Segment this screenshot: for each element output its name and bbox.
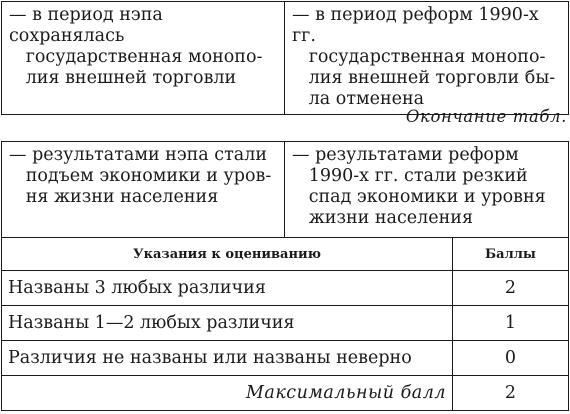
- grading-points: 1: [453, 306, 569, 341]
- table-row: [2, 2, 569, 115]
- table-row: [2, 271, 569, 306]
- table-row: [2, 142, 569, 238]
- grading-criterion: Различия не названы или названы неверно: [2, 341, 453, 376]
- right-cell-1990s-results: — результатами реформ 1990-х гг. стали резкий спад экономики и уровня жизни населения: [285, 142, 569, 238]
- max-score-row: [2, 376, 569, 411]
- table-row: [2, 341, 569, 376]
- grading-points: 0: [453, 341, 569, 376]
- grading-header-row: [2, 238, 569, 271]
- left-cell-nep-results: — результатами нэпа стали подъем экономики и уров- ня жизни населения: [2, 142, 285, 238]
- left-cell-nep-monopoly: — в период нэпа сохранялась государственная монопо- лия внешней торговли: [2, 2, 285, 115]
- grading-instructions-header: Указания к оцениванию: [2, 238, 453, 271]
- right-cell-1990s-monopoly: — в период реформ 1990-х гг. государственная монопо- лия внешней торговли бы- ла отменена: [285, 2, 569, 115]
- max-score-label: Максимальный балл: [2, 376, 453, 411]
- table-row: [2, 306, 569, 341]
- table-continuation-caption: Окончание табл.: [405, 107, 567, 126]
- grading-points-header: Баллы: [453, 238, 569, 271]
- grading-criterion: Названы 3 любых различия: [2, 271, 453, 306]
- grading-criterion: Названы 1—2 любых различия: [2, 306, 453, 341]
- grading-points: 2: [453, 271, 569, 306]
- answer-table-bottom: [1, 141, 569, 411]
- max-score-value: 2: [453, 376, 569, 411]
- answer-table-top: [1, 1, 569, 115]
